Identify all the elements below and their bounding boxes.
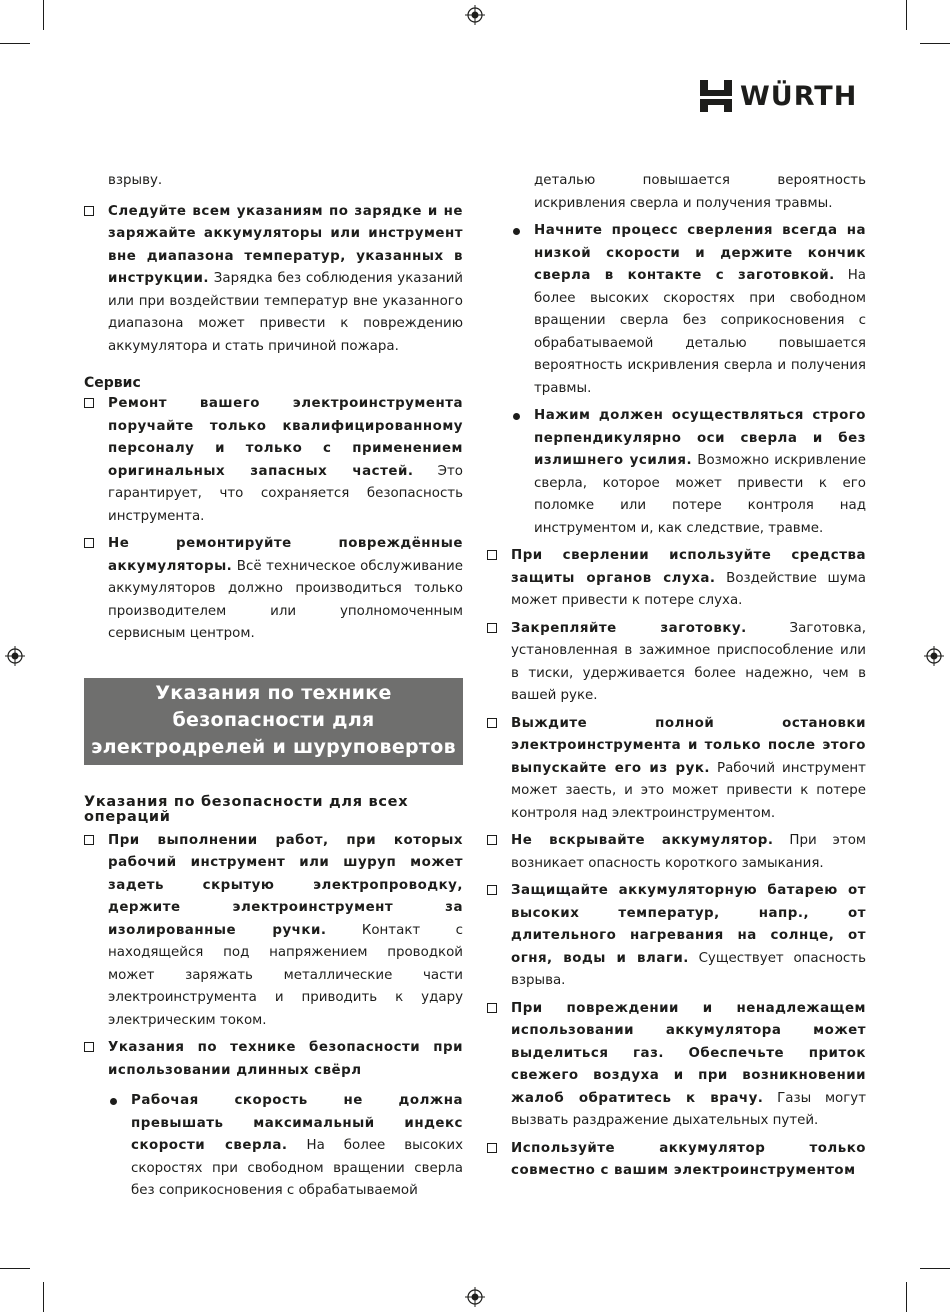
item-bold: Защищайте аккумуляторную батарею от высоких температур, напр., от длительного нагревания на солнце, от огня, воды и влаги. [511, 883, 866, 966]
list-item [487, 545, 866, 613]
list-item [487, 713, 866, 826]
checkbox-square-icon [487, 550, 497, 560]
checkbox-square-icon [84, 835, 94, 845]
list-item [84, 533, 463, 646]
checkbox-square-icon [84, 206, 94, 216]
checkbox-square-icon [487, 885, 497, 895]
item-bold: Указания по технике безопасности при использовании длинных свёрл [108, 1040, 463, 1078]
list-item [84, 393, 463, 528]
list-item [487, 618, 866, 708]
checkbox-square-icon [84, 1042, 94, 1052]
checkbox-square-icon [487, 623, 497, 633]
sub-list-item [84, 1090, 463, 1203]
item-text: При этом возникает опасность короткого замыкания. [511, 833, 866, 871]
checkbox-square-icon [487, 718, 497, 728]
item-bold: Начните процесс сверления всегда на низкой скорости и держите кончик сверла в контакте с заготовкой. [534, 223, 866, 283]
bullet-icon [513, 413, 520, 420]
item-text: Зарядка без соблюдения указаний или при воздействии температур вне указанного диапазона может привести к повреждению аккумулятора и стать причиной пожара. [108, 271, 463, 354]
checkbox-square-icon [487, 1003, 497, 1013]
item-text: Всё техническое обслуживание аккумуляторов должно производиться только производителем или уполномоченным сервисным центром. [108, 558, 463, 641]
section-heading-service: Сервис [84, 375, 141, 391]
checkbox-square-icon [84, 538, 94, 548]
crop-mark [920, 43, 950, 44]
registration-mark-icon [5, 646, 25, 666]
list-item [487, 998, 866, 1133]
crop-mark [0, 1268, 30, 1269]
list-item [487, 830, 866, 875]
item-bold: Следуйте всем указаниям по зарядке и не заряжайте аккумуляторы или инструмент вне диапазона температур, указанных в инструкции. [108, 203, 463, 286]
list-item [84, 830, 463, 1033]
item-text: Это гарантирует, что сохраняется безопасность инструмента. [108, 463, 464, 524]
subsection-heading: Указания по безопасности для всех операций [84, 793, 409, 825]
registration-mark-icon [924, 646, 944, 666]
list-item [487, 880, 866, 993]
item-text: Воздействие шума может привести к потере слуха. [511, 570, 866, 608]
checkbox-square-icon [84, 398, 94, 408]
crop-mark [43, 1282, 44, 1312]
item-text: Возможно искривление сверла, которое может привести к его поломке или потере контроля над инструментом и, как следствие, травме. [534, 453, 866, 536]
item-text: Газы могут вызвать раздражение дыхательных путей. [511, 1090, 866, 1128]
right-column [487, 170, 866, 1183]
sub-list-item [487, 405, 866, 540]
item-text: На более высоких скоростях при свободном вращении сверла без соприкосновения с обрабатываемой деталью повышается вероятность искривления сверла и получения травмы. [534, 268, 866, 396]
checkbox-square-icon [487, 1143, 497, 1153]
crop-mark [920, 1268, 950, 1269]
item-text: На более высоких скоростях при свободном вращении сверла без соприкосновения с обрабатываемой [131, 1138, 464, 1198]
item-bold: При сверлении используйте средства защиты органов слуха. [511, 548, 866, 586]
wurth-logo-icon [700, 80, 732, 112]
registration-mark-icon [465, 1287, 485, 1307]
item-bold: При выполнении работ, при которых рабочий инструмент или шуруп может задеть скрытую электропроводку, держите электроинструмент за изолированные ручки. [108, 832, 463, 938]
item-bold: Не вскрывайте аккумулятор. [511, 833, 774, 848]
list-item [487, 1138, 866, 1183]
item-bold: Выждите полной остановки электроинструмента и только после этого выпускайте его из рук. [511, 715, 866, 776]
brand-logo [700, 80, 857, 112]
crop-mark [906, 0, 907, 30]
item-bold: Используйте аккумулятор только совместно с вашим электроинструментом [511, 1140, 866, 1178]
brand-name: WÜRTH [740, 80, 858, 112]
section-title-banner: Указания по технике безопасности для электродрелей и шуруповертов [84, 678, 463, 765]
item-bold: Не ремонтируйте повреждённые аккумуляторы. [108, 536, 463, 574]
item-text: Контакт с находящейся под напряжением проводкой может заряжать металлические части электроинструмента и приводить к удару электрическим током. [108, 922, 463, 1028]
continuation-text: деталью повышается вероятность искривления сверла и получения травмы. [534, 173, 866, 211]
crop-mark [906, 1282, 907, 1312]
item-text: Рабочий инструмент может заесть, и это может привести к потере контроля над электроинструментом. [511, 760, 866, 821]
bullet-icon [513, 228, 520, 235]
sub-list-item [487, 220, 866, 400]
crop-mark [43, 0, 44, 30]
item-bold: Закрепляйте заготовку. [511, 620, 747, 636]
item-bold: При повреждении и ненадлежащем использовании аккумулятора может выделиться газ. Обеспечьте приток свежего воздуха и при возникновении жалоб обратитесь к врачу. [511, 1000, 866, 1106]
item-text: Существует опасность взрыва. [511, 950, 866, 988]
bullet-icon [110, 1098, 117, 1105]
list-item [84, 1037, 463, 1082]
item-bold: Ремонт вашего электроинструмента поручайте только квалифицированному персоналу и только с применением оригинальных запасных частей. [108, 396, 463, 479]
item-bold: Нажим должен осуществляться строго перпендикулярно оси сверла и без излишнего усилия. [534, 408, 866, 468]
crop-mark [0, 43, 30, 44]
item-text: Заготовка, установленная в зажимное приспособление или в тиски, удерживается более надежно, чем в вашей руке. [511, 620, 866, 703]
continuation-text: взрыву. [108, 173, 163, 188]
item-bold: Рабочая скорость не должна превышать максимальный индекс скорости сверла. [131, 1093, 463, 1153]
registration-mark-icon [465, 5, 485, 25]
checkbox-square-icon [487, 835, 497, 845]
list-item [84, 201, 463, 359]
left-column [84, 170, 463, 1203]
